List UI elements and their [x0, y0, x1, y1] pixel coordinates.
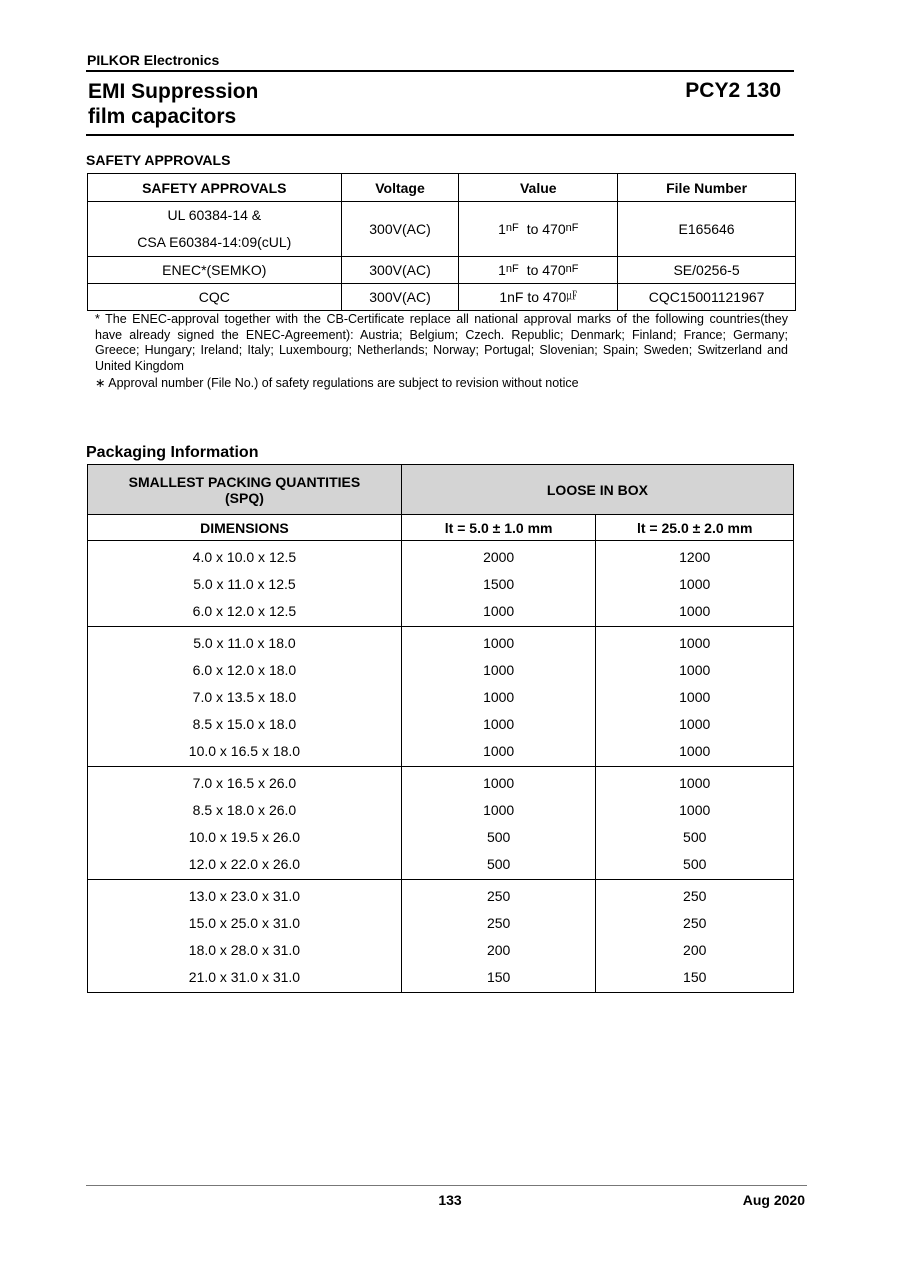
dimension-cell: 10.0 x 19.5 x 26.0: [88, 823, 402, 850]
value-cell: [459, 284, 618, 311]
table-header-row: [88, 465, 794, 515]
spq-header: [88, 465, 402, 515]
lt5-quantity-cell: 1000: [401, 710, 596, 737]
dimension-cell: 15.0 x 25.0 x 31.0: [88, 909, 402, 936]
column-header: Voltage: [341, 174, 459, 202]
dimension-cell: 21.0 x 31.0 x 31.0: [88, 963, 402, 993]
approval-cell: ENEC*(SEMKO): [88, 257, 342, 284]
lt25-header: lt = 25.0 ± 2.0 mm: [596, 515, 794, 541]
lt5-quantity-cell: 1000: [401, 796, 596, 823]
title-rule: [86, 134, 794, 136]
lt25-quantity-cell: 1000: [596, 737, 794, 767]
value-min: 1: [498, 262, 506, 278]
file-number-cell: CQC15001121967: [618, 284, 796, 311]
lt25-quantity-cell: 1200: [596, 541, 794, 571]
lt25-quantity-cell: 1000: [596, 656, 794, 683]
dimension-cell: 7.0 x 16.5 x 26.0: [88, 767, 402, 797]
voltage-cell: 300V(AC): [341, 257, 459, 284]
lt25-quantity-cell: 1000: [596, 627, 794, 657]
value-min: 1: [498, 221, 506, 237]
table-row: [88, 963, 794, 993]
title-line-2: film capacitors: [88, 105, 237, 128]
column-header: File Number: [618, 174, 796, 202]
column-header: SAFETY APPROVALS: [88, 174, 342, 202]
loose-in-box-header: LOOSE IN BOX: [401, 465, 793, 515]
unit: nF: [565, 222, 579, 234]
lt5-quantity-cell: 500: [401, 850, 596, 880]
value-range: 1nF to 470: [499, 288, 567, 305]
safety-section-title: SAFETY APPROVALS: [86, 152, 231, 168]
packaging-table-body: [88, 541, 794, 993]
table-row: [88, 597, 794, 627]
page-number: 133: [438, 1192, 462, 1208]
table-row: [88, 683, 794, 710]
lt25-quantity-cell: 250: [596, 909, 794, 936]
revision-footnote: ∗ Approval number (File No.) of safety regulations are subject to revision without notice: [95, 376, 579, 390]
table-row: [88, 909, 794, 936]
value-range: to 470: [526, 262, 566, 278]
lt5-quantity-cell: 200: [401, 936, 596, 963]
packaging-table: [87, 464, 794, 993]
safety-approvals-table: [87, 173, 796, 311]
table-row: [88, 710, 794, 737]
table-row: [88, 767, 794, 797]
table-row: [88, 880, 794, 910]
lt5-quantity-cell: 1000: [401, 627, 596, 657]
lt25-quantity-cell: 250: [596, 880, 794, 910]
unit: nF: [505, 222, 519, 234]
lt5-header: lt = 5.0 ± 1.0 mm: [401, 515, 596, 541]
spq-header-text: SMALLEST PACKING QUANTITIES (SPQ): [128, 473, 361, 506]
dimension-cell: 6.0 x 12.0 x 18.0: [88, 656, 402, 683]
unit: ㎌: [566, 289, 578, 302]
table-row: [88, 284, 796, 311]
dimension-cell: 8.5 x 18.0 x 26.0: [88, 796, 402, 823]
table-row: [88, 627, 794, 657]
lt5-quantity-cell: 1000: [401, 767, 596, 797]
dimension-cell: 5.0 x 11.0 x 18.0: [88, 627, 402, 657]
lt25-quantity-cell: 1000: [596, 796, 794, 823]
dimension-cell: 12.0 x 22.0 x 26.0: [88, 850, 402, 880]
table-row: [88, 850, 794, 880]
value-cell: [459, 257, 618, 284]
lt5-quantity-cell: 150: [401, 963, 596, 993]
voltage-cell: 300V(AC): [341, 284, 459, 311]
enec-footnote: * The ENEC-approval together with the CB-Certificate replace all national approval marks of the following countries(they have already signed the ENEC-Agreement): Austria; Belgium; Czech. Republic; Denmark; Finland; France; Germany; Greece; Hungary; Ireland; Italy; Luxembourg; Netherlands; Norway; Portugal; Slovenian; Spain; Sweden; Switzerland and United Kingdom: [95, 312, 788, 373]
table-subheader-row: [88, 515, 794, 541]
packaging-section-title: Packaging Information: [86, 444, 259, 461]
table-row: [88, 257, 796, 284]
lt25-quantity-cell: 1000: [596, 710, 794, 737]
dimension-cell: 5.0 x 11.0 x 12.5: [88, 570, 402, 597]
value-range: to 470: [526, 221, 566, 237]
column-header: Value: [459, 174, 618, 202]
footer-rule: [86, 1185, 807, 1186]
lt25-quantity-cell: 1000: [596, 683, 794, 710]
lt25-quantity-cell: 200: [596, 936, 794, 963]
dimension-cell: 7.0 x 13.5 x 18.0: [88, 683, 402, 710]
lt25-quantity-cell: 1000: [596, 570, 794, 597]
table-row: [88, 202, 796, 257]
model-number: PCY2 130: [685, 79, 781, 102]
approval-cell: [88, 202, 342, 257]
table-header-row: [88, 174, 796, 202]
header-rule: [86, 70, 794, 72]
lt5-quantity-cell: 250: [401, 909, 596, 936]
unit: nF: [565, 263, 579, 275]
lt5-quantity-cell: 250: [401, 880, 596, 910]
lt5-quantity-cell: 1000: [401, 683, 596, 710]
lt5-quantity-cell: 1000: [401, 656, 596, 683]
table-row: [88, 541, 794, 571]
dimension-cell: 6.0 x 12.0 x 12.5: [88, 597, 402, 627]
company-name: PILKOR Electronics: [87, 52, 220, 68]
table-row: [88, 656, 794, 683]
lt5-quantity-cell: 1000: [401, 597, 596, 627]
lt25-quantity-cell: 150: [596, 963, 794, 993]
dimension-cell: 4.0 x 10.0 x 12.5: [88, 541, 402, 571]
approval-line: CSA E60384-14:09(cUL): [137, 234, 292, 250]
value-cell: [459, 202, 618, 257]
dimensions-header: DIMENSIONS: [88, 515, 402, 541]
document-date: Aug 2020: [742, 1192, 805, 1208]
table-row: [88, 737, 794, 767]
file-number-cell: E165646: [618, 202, 796, 257]
lt25-quantity-cell: 500: [596, 823, 794, 850]
lt25-quantity-cell: 1000: [596, 767, 794, 797]
table-row: [88, 936, 794, 963]
lt25-quantity-cell: 1000: [596, 597, 794, 627]
dimension-cell: 10.0 x 16.5 x 18.0: [88, 737, 402, 767]
approval-cell: CQC: [88, 284, 342, 311]
table-row: [88, 570, 794, 597]
table-row: [88, 823, 794, 850]
title-line-1: EMI Suppression: [88, 80, 259, 103]
dimension-cell: 8.5 x 15.0 x 18.0: [88, 710, 402, 737]
lt5-quantity-cell: 2000: [401, 541, 596, 571]
lt5-quantity-cell: 500: [401, 823, 596, 850]
table-row: [88, 796, 794, 823]
voltage-cell: 300V(AC): [341, 202, 459, 257]
file-number-cell: SE/0256-5: [618, 257, 796, 284]
lt5-quantity-cell: 1000: [401, 737, 596, 767]
lt5-quantity-cell: 1500: [401, 570, 596, 597]
approval-line: UL 60384-14 &: [167, 207, 262, 223]
dimension-cell: 18.0 x 28.0 x 31.0: [88, 936, 402, 963]
lt25-quantity-cell: 500: [596, 850, 794, 880]
dimension-cell: 13.0 x 23.0 x 31.0: [88, 880, 402, 910]
unit: nF: [505, 263, 519, 275]
document-title: [88, 79, 258, 129]
